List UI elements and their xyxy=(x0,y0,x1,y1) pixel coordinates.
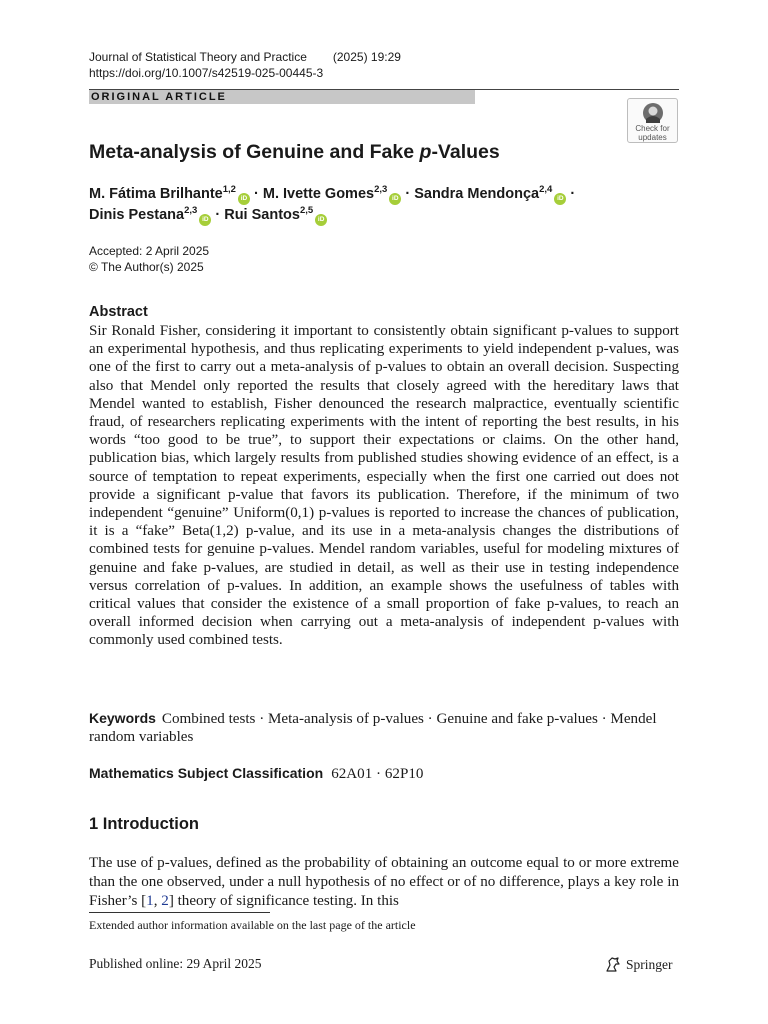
author-separator: · xyxy=(215,207,221,223)
citation-link-1[interactable]: 1 xyxy=(146,892,154,909)
accepted-date: Accepted: 2 April 2025 xyxy=(89,244,210,258)
author xyxy=(414,186,566,202)
author-name: Sandra Mendonça xyxy=(414,186,540,202)
msc-codes: 62A01 · 62P10 xyxy=(331,766,424,782)
article-dates xyxy=(89,243,209,275)
journal-citation: (2025) 19:29 xyxy=(332,50,401,64)
keywords-label: Keywords xyxy=(89,710,156,726)
author-affiliation: 2,4 xyxy=(539,184,553,195)
title-suffix: -Values xyxy=(431,141,500,163)
section-heading: 1 Introduction xyxy=(89,815,199,833)
author-name: M. Ivette Gomes xyxy=(262,186,375,202)
orcid-icon[interactable]: iD xyxy=(389,193,401,205)
orcid-icon[interactable]: iD xyxy=(315,214,327,226)
author-affiliation: 1,2 xyxy=(222,184,236,195)
article-type-label: ORIGINAL ARTICLE xyxy=(89,90,475,104)
abstract-heading: Abstract xyxy=(89,304,148,320)
author xyxy=(89,186,250,202)
citation-link-2[interactable]: 2 xyxy=(161,892,169,909)
author xyxy=(263,186,401,202)
author xyxy=(224,207,327,223)
published-online: Published online: 29 April 2025 xyxy=(89,956,262,971)
title-italic-p: p xyxy=(419,141,432,163)
title-prefix: Meta-analysis of Genuine and Fake xyxy=(89,141,420,163)
check-updates-line2: updates xyxy=(638,133,667,142)
author-list xyxy=(89,184,689,226)
footnote-rule xyxy=(89,912,270,913)
springer-horse-icon xyxy=(604,956,622,974)
author-separator: · xyxy=(570,186,576,202)
publisher-name: Springer xyxy=(626,957,673,972)
keywords-text: Combined tests · Meta-analysis of p-values · Genuine and fake p-values · Mendel random variables xyxy=(89,711,657,746)
author-separator: · xyxy=(405,186,411,202)
author-separator: · xyxy=(254,186,259,202)
check-updates-line1: Check for xyxy=(635,124,670,133)
orcid-icon[interactable]: iD xyxy=(554,193,566,205)
journal-header xyxy=(89,49,401,81)
orcid-icon[interactable]: iD xyxy=(238,193,250,205)
ref-separator: , xyxy=(153,892,162,909)
abstract-body: Sir Ronald Fisher, considering it important to consistently obtain significant p-values to support an experimental hypothesis, and thus replicating experiments to yield independent p-values, was one of the first to carry out a meta-analysis of p-values to obtain an overall decision. Suspecting also that Mendel only reported the results that closely agreed with the hereditary laws that Mendel wanted to establish, Fisher denounced the research malpractice, eventually scientific fraud, of researchers replicating experiments with the intent of reporting the best results, in his words “too good to be true”, to support their expectations or claims. On the other hand, publication bias, which largely results from published studies showing evidence of an effect, is a source of temptation to repeat experiments, especially when the first one carried out does not provide a significant p-value that favors its publication. Therefore, if the minimum of two independent “genuine” Uniform(0,1) p-values is reported to increase the chances of publication, it is a “fake” Beta(1,2) p-value, and its use in a meta-analysis changes the distributions of combined tests for genuine p-values. Mendel random variables, useful for modeling mixtures of genuine and fake p-values, are studied in detail, as well as their use in testing independence versus correlation of p-values. In addition, an example shows the usefulness of tables with critical values that consider the existence of a small proportion of fake p-values, to reach an overall informed decision when carrying out a meta-analysis of independent p-values with commonly used combined tests. xyxy=(89,323,679,649)
intro-text-start: The use of p-values, defined as the probability of obtaining an outcome equal to or more extreme than the one observed, under a null hypothesis of no effect or of no difference, plays a key role in Fisher’s [ xyxy=(89,855,679,909)
doi-link[interactable]: https://doi.org/10.1007/s42519-025-00445-3 xyxy=(89,66,324,80)
keywords-block xyxy=(89,709,679,746)
author-affiliation: 2,5 xyxy=(299,205,314,216)
check-for-updates-badge[interactable] xyxy=(627,98,678,143)
author-affiliation: 2,3 xyxy=(374,184,388,195)
journal-name: Journal of Statistical Theory and Practice xyxy=(89,50,307,64)
author-name: Rui Santos xyxy=(224,207,300,223)
orcid-icon[interactable]: iD xyxy=(199,214,211,226)
intro-text-end: ] theory of significance testing. In this xyxy=(168,892,399,909)
publisher-logo xyxy=(604,956,673,974)
intro-paragraph xyxy=(89,854,679,911)
msc-label: Mathematics Subject Classification xyxy=(89,765,324,781)
footnote: Extended author information available on the last page of the article xyxy=(89,918,416,932)
copyright-line: © The Author(s) 2025 xyxy=(89,260,204,274)
msc-block xyxy=(89,764,423,783)
author-name: M. Fátima Brilhante xyxy=(89,186,223,202)
author-affiliation: 2,3 xyxy=(184,205,198,216)
author xyxy=(89,207,211,223)
article-title xyxy=(89,139,500,165)
check-for-updates-icon xyxy=(642,102,664,124)
author-name: Dinis Pestana xyxy=(89,207,185,223)
